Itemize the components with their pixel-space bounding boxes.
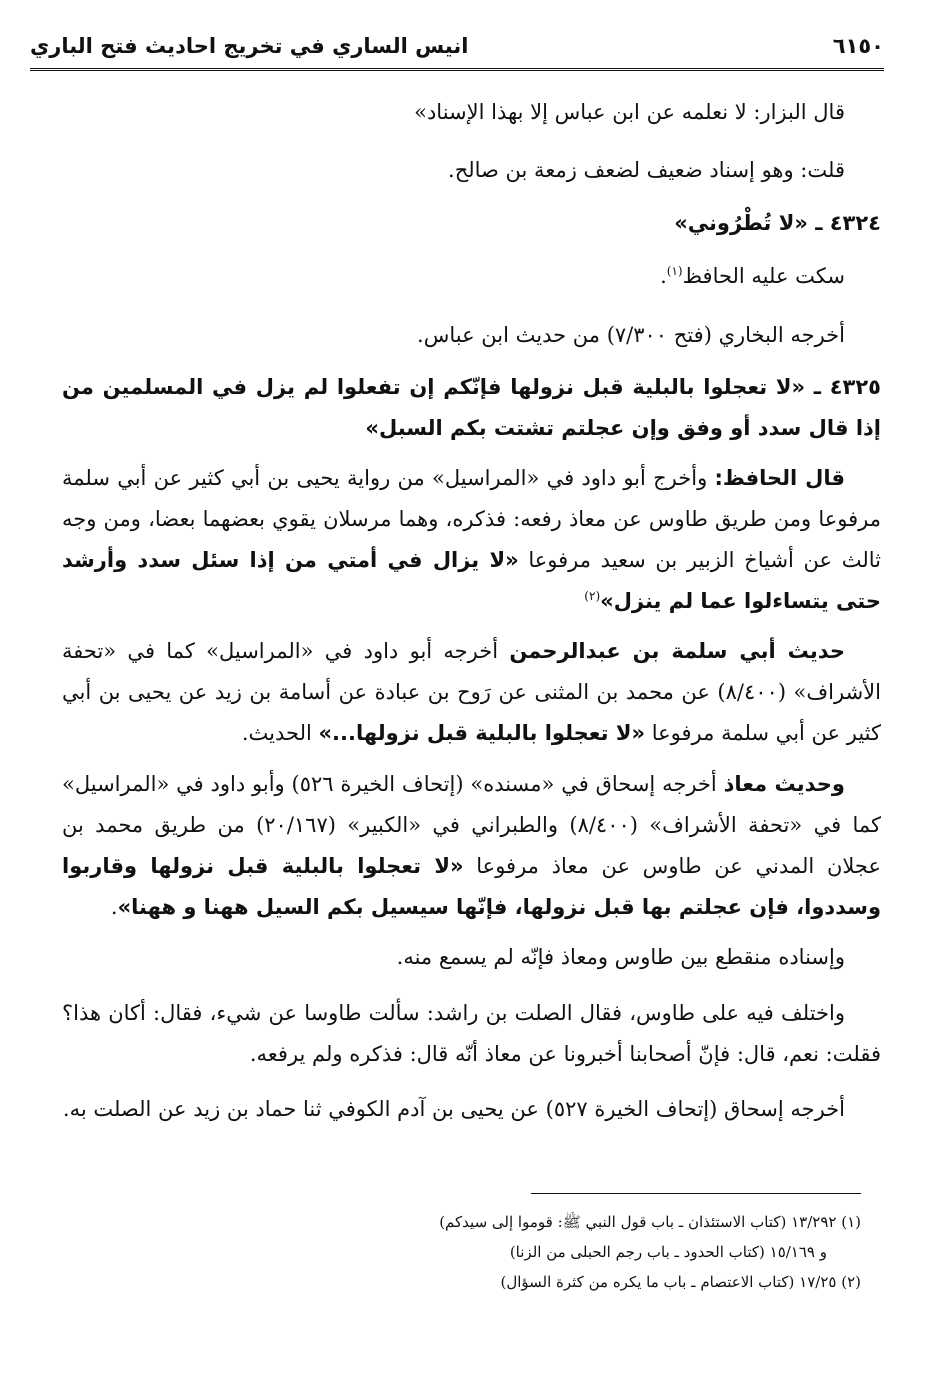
text-span: أخرجه إسحاق في «مسنده» (إتحاف الخيرة ٥٢٦) وأبو داود في «المراسيل» كما في «تحفة الأشراف» (٨/٤٠٠) والطبراني في «الكبير» (٢٠/١٦٧) من طريق محمد بن عجلان المدني عن طاوس عن معاذ مرفوعا [62,772,881,878]
paragraph-author-note: قلت: وهو إسناد ضعيف لضعف زمعة بن صالح. [448,158,845,182]
text-span: الحديث. [241,721,319,745]
lead-label: قال الحافظ: [714,466,845,490]
footnote-2: (٢) ١٧/٢٥ (كتاب الاعتصام ـ باب ما يكره من كثرة السؤال) [500,1273,861,1291]
paragraph-isnad: وإسناده منقطع بين طاوس ومعاذ فإنّه لم يسمع منه. [396,945,845,969]
footnote-rule [531,1193,861,1194]
footnote-ref-1: (١) [666,264,683,278]
page-number: ٦١٥٠ [832,34,884,58]
page-header [30,30,884,66]
hadith-text: «لا يزال في أمتي من إذا سئل سدد وأرشد حتى يتساءلوا عما لم ينزل» [62,548,881,613]
paragraph-hafiz-silent [62,256,881,297]
footnote-1: (١) ١٣/٢٩٢ (كتاب الاستئذان ـ باب قول النبي ﷺ: قوموا إلى سيدكم) [439,1213,861,1231]
text-span: سكت عليه الحافظ [682,264,845,288]
hadith-heading-4325: ٤٣٢٥ ـ «لا تعجلوا بالبلية قبل نزولها فإنّكم إن تفعلوا لم يزل في المسلمين من إذا قال سدد أو وفق وإن عجلتم تشتت بكم السبل» [62,375,881,440]
text-span: أخرجه أبو داود في «المراسيل» كما في «تحفة الأشراف» (٨/٤٠٠) عن محمد بن المثنى عن رَوح بن عبادة عن أسامة بن زيد عن يحيى بن أبي كثير عن أبي سلمة مرفوعا [62,639,881,745]
lead-label: حديث أبي سلمة بن عبدالرحمن [509,639,845,663]
paragraph-hafiz-quote [62,458,881,622]
footnote-1-continued: و ١٥/١٦٩ (كتاب الحدود ـ باب رجم الحبلى من الزنا) [509,1243,827,1261]
paragraph-bazzar: قال البزار: لا نعلمه عن ابن عباس إلا بهذا الإسناد» [414,100,845,124]
running-title: انيس الساري في تخريج احاديث فتح الباري [30,34,469,58]
text-span: . [110,895,118,919]
paragraph-tawus-dispute: واختلف فيه على طاوس، فقال الصلت بن راشد: سألت طاوسا عن شيء، فقال: أكان هذا؟ فقلت: نعم، قال: فإنّ أصحابنا أخبرونا عن معاذ أنّه قال: فذكره ولم يرفعه. [62,1001,881,1066]
paragraph-muadh [62,764,881,928]
lead-label: وحديث معاذ [723,772,845,796]
hadith-heading-4324: ٤٣٢٤ ـ «لا تُطْرُوني» [674,211,881,235]
header-rule [30,68,884,71]
hadith-text: «لا تعجلوا بالبلية قبل نزولها...» [318,721,646,745]
paragraph-ishaq: أخرجه إسحاق (إتحاف الخيرة ٥٢٧) عن يحيى بن آدم الكوفي ثنا حماد بن زيد عن الصلت به. [62,1097,845,1121]
footnote-ref-2: (٢) [584,589,601,603]
text-span: . [660,264,667,288]
hadith-text: «لا تعجلوا بالبلية قبل نزولها وقاربوا وسددوا، فإن عجلتم بها قبل نزولها، فإنّها سيسيل بكم السيل ههنا و ههنا» [62,854,881,919]
paragraph-bukhari: أخرجه البخاري (فتح ٧/٣٠٠) من حديث ابن عباس. [417,323,845,347]
text-span: وأخرج أبو داود في «المراسيل» من رواية يحيى بن أبي كثير عن أبي سلمة مرفوعا ومن طريق طاوس عن معاذ رفعه: فذكره، وهما مرسلان يقوي بعضهما بعضا، ومن وجه ثالث عن أشياخ الزبير بن سعيد مرفوعا [62,466,881,572]
paragraph-abu-salama [62,631,881,754]
